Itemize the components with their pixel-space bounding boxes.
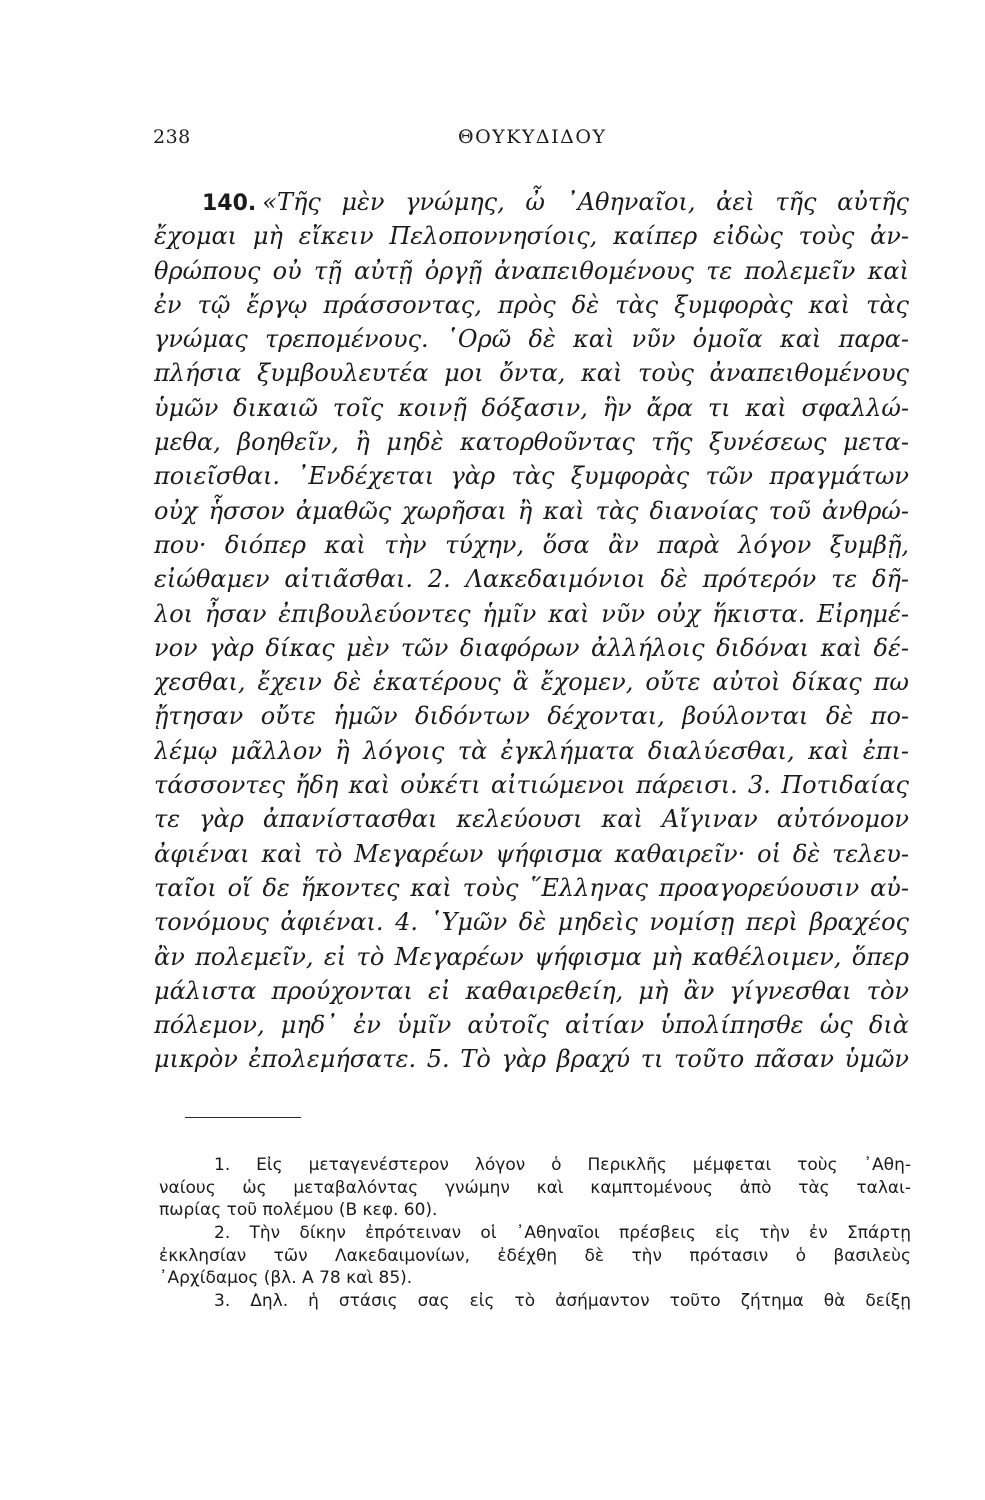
text-line: τε γὰρ ἀπανίστασθαι κελεύουσι καὶ Αἴγιναν αὐτόνομον bbox=[154, 805, 909, 834]
text-line-content: «Τῆς μὲν γνώμης, ὦ ᾿Αθηναῖοι, ἀεὶ τῆς αὐτῆς bbox=[262, 188, 909, 216]
text-line: που· διόπερ καὶ τὴν τύχην, ὅσα ἂν παρὰ λόγον ξυμβῇ, bbox=[154, 530, 909, 559]
footnote-line: 2. Τὴν δίκην ἐπρότειναν οἱ ᾿Αθηναῖοι πρέσβεις εἰς τὴν ἐν Σπάρτῃ bbox=[214, 1223, 911, 1244]
footnote-line: ᾿Αρχίδαμος (βλ. Α 78 καὶ 85). bbox=[159, 1268, 413, 1289]
text-line: ὑμῶν δικαιῶ τοῖς κοινῇ δόξασιν, ἣν ἄρα τι καὶ σφαλλώ- bbox=[154, 393, 909, 422]
running-head: ΘΟΥΚΥΔΙΔΟΥ bbox=[458, 126, 607, 148]
text-line: τονόμους ἀφιέναι. 4. ῾Υμῶν δὲ μηδεὶς νομίσῃ περὶ βραχέος bbox=[154, 908, 909, 937]
footnote-line: ἐκκλησίαν τῶν Λακεδαιμονίων, ἐδέχθη δὲ τὴν πρότασιν ὁ βασιλεὺς bbox=[159, 1245, 911, 1266]
text-line: οὐχ ἧσσον ἀμαθῶς χωρῆσαι ἢ καὶ τὰς διανοίας τοῦ ἀνθρώ- bbox=[154, 496, 909, 525]
text-line: ἀφιέναι καὶ τὸ Μεγαρέων ψήφισμα καθαιρεῖν· οἱ δὲ τελευ- bbox=[154, 839, 909, 868]
text-line: ἔχομαι μὴ εἴκειν Πελοποννησίοις, καίπερ εἰδὼς τοὺς ἀν- bbox=[154, 222, 909, 251]
text-line: νον γὰρ δίκας μὲν τῶν διαφόρων ἀλλήλοις διδόναι καὶ δέ- bbox=[154, 633, 909, 662]
text-line: μικρὸν ἐπολεμήσατε. 5. Τὸ γὰρ βραχύ τι τοῦτο πᾶσαν ὑμῶν bbox=[154, 1045, 909, 1074]
text-line: ᾔτησαν οὔτε ἡμῶν διδόντων δέχονται, βούλονται δὲ πο- bbox=[154, 702, 909, 731]
text-line: μεθα, βοηθεῖν, ἢ μηδὲ κατορθοῦντας τῆς ξυνέσεως μετα- bbox=[154, 428, 909, 457]
footnote-line: ναίους ὡς μεταβαλόντας γνώμην καὶ καμπτομένους ἀπὸ τὰς ταλαι- bbox=[159, 1177, 911, 1198]
footnote-line: 3. Δηλ. ἡ στάσις σας εἰς τὸ ἀσήμαντον τοῦτο ζήτημα θὰ δείξῃ bbox=[214, 1291, 911, 1312]
page-header bbox=[0, 126, 985, 156]
chapter-number: 140. bbox=[202, 191, 257, 216]
footnote-divider bbox=[185, 1117, 301, 1118]
text-line: πόλεμον, μηδ᾽ ἐν ὑμῖν αὐτοῖς αἰτίαν ὑπολίπησθε ὡς διὰ bbox=[154, 1011, 909, 1040]
text-line: ἂν πολεμεῖν, εἰ τὸ Μεγαρέων ψήφισμα μὴ καθέλοιμεν, ὅπερ bbox=[154, 942, 909, 971]
text-line: πλήσια ξυμβουλευτέα μοι ὄντα, καὶ τοὺς ἀναπειθομένους bbox=[154, 359, 909, 388]
page-number: 238 bbox=[153, 126, 191, 148]
text-line: λέμῳ μᾶλλον ἢ λόγοις τὰ ἐγκλήματα διαλύεσθαι, καὶ ἐπι- bbox=[154, 736, 909, 765]
footnote-line: 1. Εἰς μεταγενέστερον λόγον ὁ Περικλῆς μέμφεται τοὺς ᾿Αθη- bbox=[214, 1155, 911, 1175]
text-line: ταῖοι οἵ δε ἥκοντες καὶ τοὺς ῞Ελληνας προαγορεύουσιν αὐ- bbox=[154, 873, 909, 902]
text-line: γνώμας τρεπομένους. ῾Ορῶ δὲ καὶ νῦν ὁμοῖα καὶ παρα- bbox=[154, 325, 909, 354]
footnote-line: πωρίας τοῦ πολέμου (Β κεφ. 60). bbox=[159, 1200, 438, 1221]
text-line: ἐν τῷ ἔργῳ πράσσοντας, πρὸς δὲ τὰς ξυμφορὰς καὶ τὰς bbox=[154, 290, 909, 319]
text-line: μάλιστα προύχονται εἰ καθαιρεθείη, μὴ ἂν γίγνεσθαι τὸν bbox=[154, 976, 909, 1005]
text-line: ποιεῖσθαι. ᾿Ενδέχεται γὰρ τὰς ξυμφορὰς τῶν πραγμάτων bbox=[154, 462, 909, 491]
text-line: χεσθαι, ἔχειν δὲ ἑκατέρους ἃ ἔχομεν, οὔτε αὐτοὶ δίκας πω bbox=[154, 668, 909, 697]
text-line: λοι ἦσαν ἐπιβουλεύοντες ἡμῖν καὶ νῦν οὐχ ἥκιστα. Εἰρημέ- bbox=[154, 599, 909, 628]
chapter-text bbox=[154, 185, 909, 1077]
text-line: τάσσοντες ἤδη καὶ οὐκέτι αἰτιώμενοι πάρεισι. 3. Ποτιδαίας bbox=[154, 771, 909, 800]
footnotes bbox=[159, 1154, 911, 1313]
text-line bbox=[154, 185, 909, 219]
text-line: εἰώθαμεν αἰτιᾶσθαι. 2. Λακεδαιμόνιοι δὲ πρότερόν τε δῆ- bbox=[154, 565, 909, 594]
text-line: θρώπους οὐ τῇ αὐτῇ ὀργῇ ἀναπειθομένους τε πολεμεῖν καὶ bbox=[154, 256, 909, 285]
